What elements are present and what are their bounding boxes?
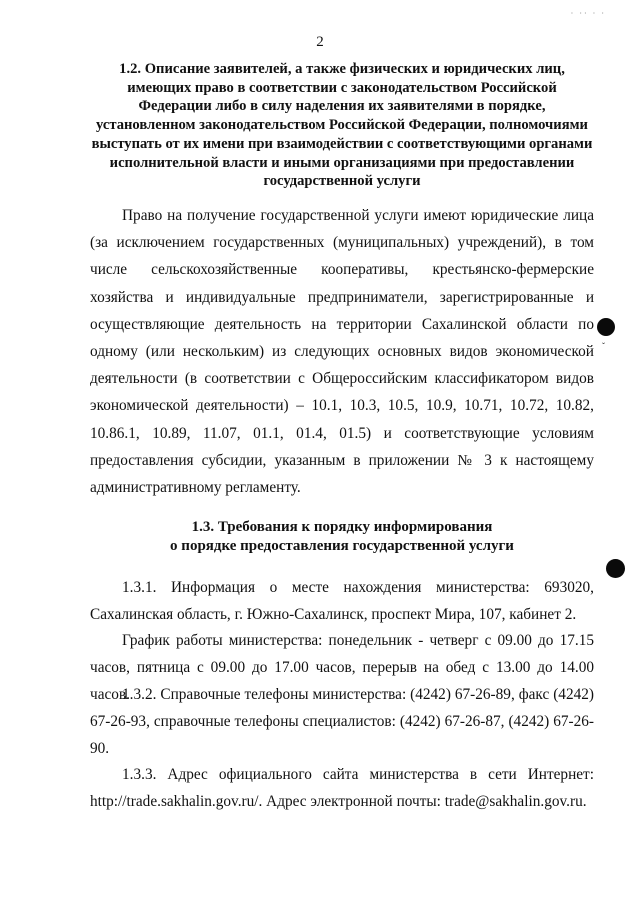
punch-hole-mark	[606, 559, 625, 578]
section-1-2-paragraph: Право на получение государственной услуги имеют юридические лица (за исключением государственных (муниципальных) учреждений), в том числе сельскохозяйственные кооперативы, крестьянско-фермерские хозяйства и индивидуальные предприниматели, зарегистрированные и осуществляющие деятельность на территории Сахалинской области по одному (или нескольким) из следующих основных видов экономической деятельности (в соответствии с Общероссийским классификатором видов экономической деятельности) – 10.1, 10.3, 10.5, 10.9, 10.71, 10.72, 10.82, 10.86.1, 10.89, 11.07, 01.1, 01.4, 01.5) и соответствующие условиям предоставления субсидии, указанным в приложении № 3 к настоящему административному регламенту.	[90, 207, 594, 497]
section-1-3-heading	[90, 518, 594, 556]
paragraph-work-schedule: График работы министерства: понедельник - четверг с 09.00 до 17.15 часов, пятница с 09.00 до 17.00 часов, перерыв на обед с 13.00 до 14.00 часов.	[90, 632, 594, 703]
paragraph-1-3-2-phones: 1.3.2. Справочные телефоны министерства: (4242) 67-26-89, факс (4242) 67-26-93, справочные телефоны специалистов: (4242) 67-26-87, (4242) 67-26-90.	[90, 686, 594, 757]
scan-marks: · ·· · ·	[570, 9, 606, 18]
section-1-3-heading-line-2: о порядке предоставления государственной услуги	[170, 538, 514, 554]
punch-hole-mark	[597, 318, 615, 336]
page-number: 2	[316, 34, 324, 50]
section-1-3-heading-line-1: 1.3. Требования к порядку информирования	[191, 519, 493, 535]
section-1-2-heading: 1.2. Описание заявителей, а также физических и юридических лиц, имеющих право в соответствии с законодательством Российской Федерации либо в силу наделения их заявителями в порядке, установленном законодательством Российской Федерации, полномочиями выступать от их имени при взаимодействии с соответствующими органами исполнительной власти и иными организациями при предоставлении государственной услуги	[91, 61, 593, 190]
paragraph-1-3-3-website: 1.3.3. Адрес официального сайта министерства в сети Интернет: http://trade.sakhalin.gov.ru/. Адрес электронной почты: trade@sakhalin.gov.ru.	[90, 766, 594, 810]
paragraph-1-3-1-address: 1.3.1. Информация о месте нахождения министерства: 693020, Сахалинская область, г. Южно-Сахалинск, проспект Мира, 107, кабинет 2.	[90, 579, 594, 623]
scan-tick-mark: ˇ	[602, 341, 605, 351]
